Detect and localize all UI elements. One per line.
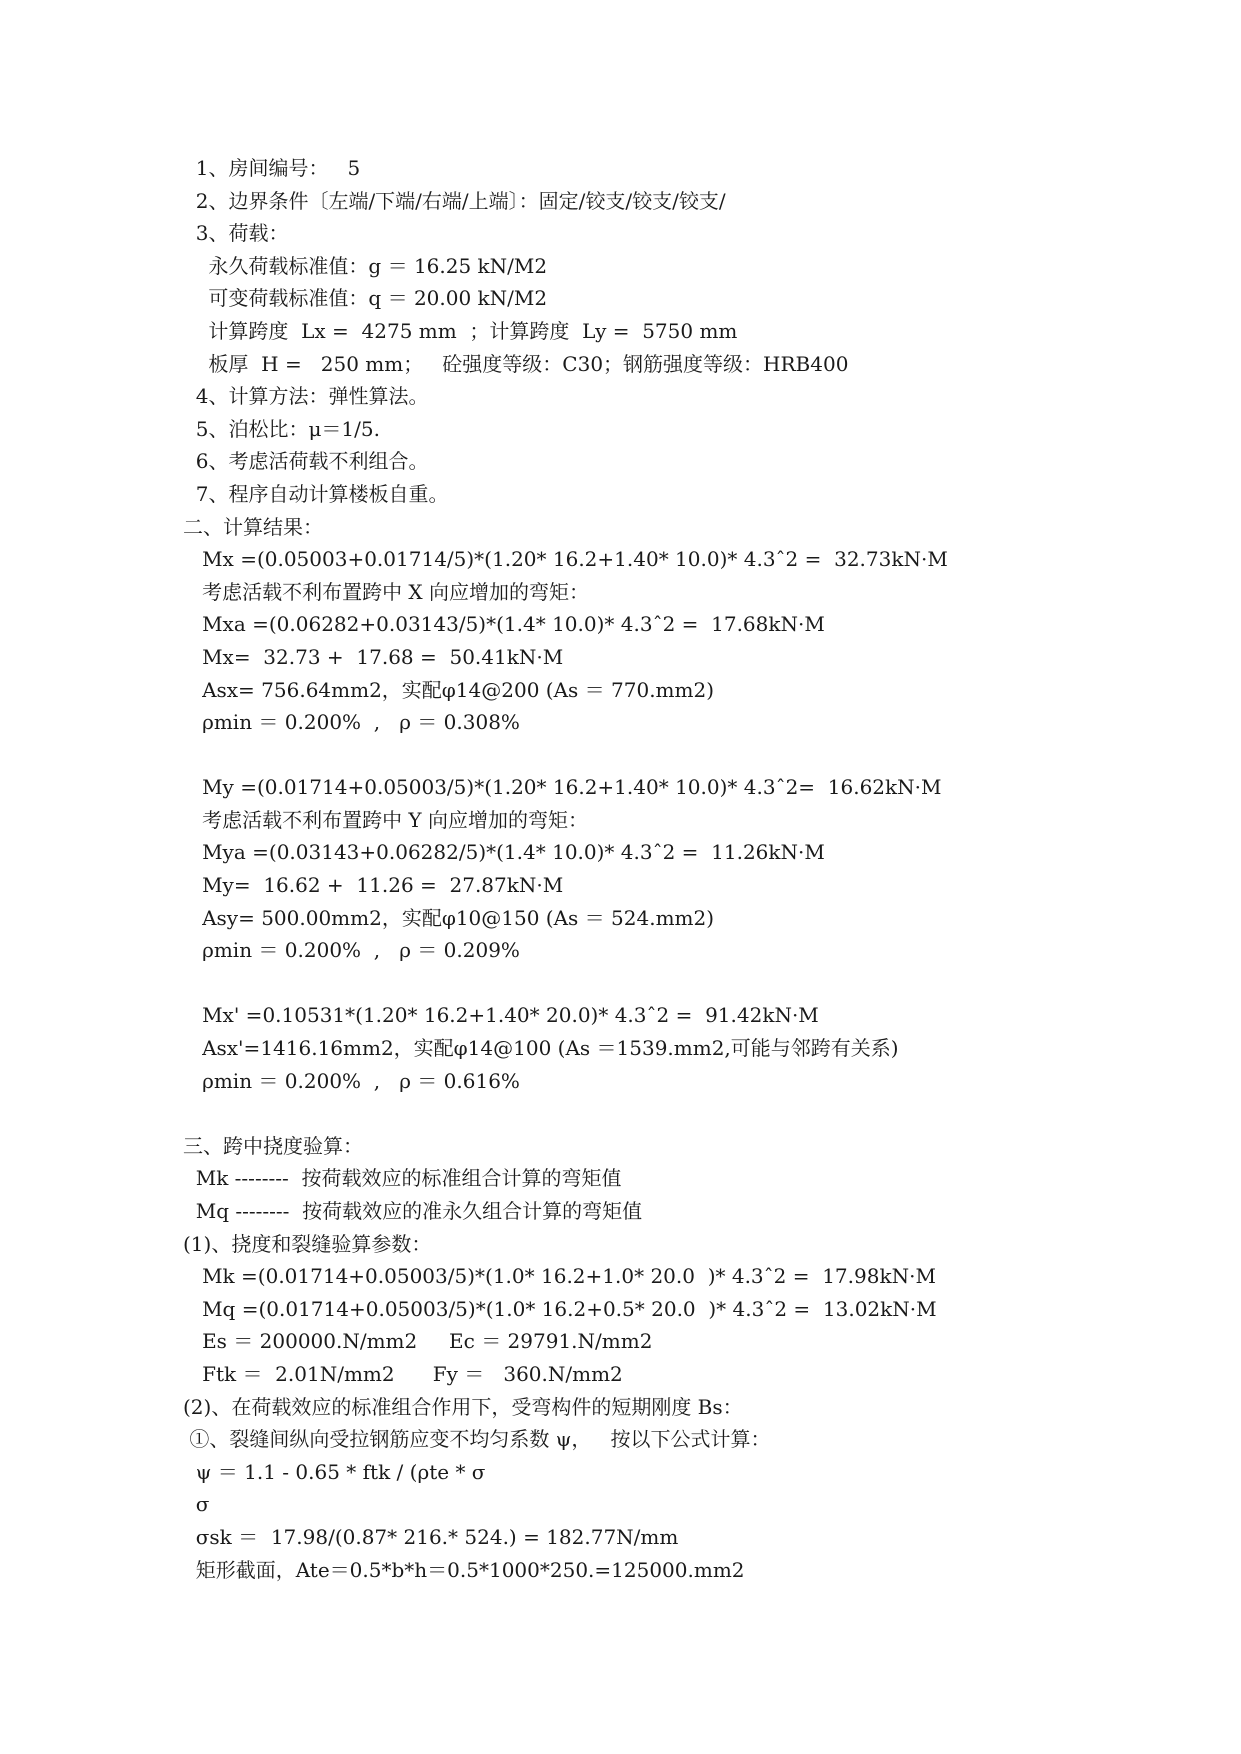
text-line: Asy= 500.00mm2，实配φ10@150 (As ＝ 524.mm2) bbox=[183, 905, 715, 930]
text-line bbox=[183, 739, 1183, 772]
text-line: Mk -------- 按荷载效应的标准组合计算的弯矩值 bbox=[183, 1166, 622, 1191]
text-line: Es ＝ 200000.N/mm2 Ec ＝ 29791.N/mm2 bbox=[183, 1329, 653, 1354]
text-line: 板厚 H = 250 mm； 砼强度等级：C30；钢筋强度等级：HRB400 bbox=[183, 351, 849, 376]
text-line: Mx= 32.73 + 17.68 = 50.41kN·M bbox=[183, 644, 564, 669]
text-line: Mq -------- 按荷载效应的准永久组合计算的弯矩值 bbox=[183, 1199, 643, 1223]
text-line: 4、计算方法：弹性算法。 bbox=[183, 384, 429, 409]
text-line: 5、泊松比：μ＝1/5. bbox=[183, 416, 380, 441]
text-line bbox=[183, 967, 1183, 1000]
text-line: Mx' =0.10531*(1.20* 16.2+1.40* 20.0)* 4.3ˆ2 = 91.42kN·M bbox=[183, 1003, 819, 1028]
text-line: ①、裂缝间纵向受拉钢筋应变不均匀系数 ψ， 按以下公式计算： bbox=[183, 1427, 771, 1452]
text-line: Mya =(0.03143+0.06282/5)*(1.4* 10.0)* 4.3ˆ2 = 11.26kN·M bbox=[183, 840, 825, 865]
text-line: 三、跨中挠度验算： bbox=[183, 1133, 363, 1158]
text-line: My= 16.62 + 11.26 = 27.87kN·M bbox=[183, 873, 564, 898]
text-line: 计算跨度 Lx = 4275 mm ；计算跨度 Ly = 5750 mm bbox=[183, 318, 738, 343]
text-line: Mxa =(0.06282+0.03143/5)*(1.4* 10.0)* 4.3ˆ2 = 17.68kN·M bbox=[183, 612, 825, 637]
text-line: (2)、在荷载效应的标准组合作用下，受弯构件的短期刚度 Bs： bbox=[183, 1394, 743, 1419]
text-line: Asx'=1416.16mm2，实配φ14@100 (As ＝1539.mm2,可能与邻跨有关系) bbox=[183, 1036, 899, 1061]
text-line: 3、荷载： bbox=[183, 221, 289, 246]
text-line: 永久荷载标准值：g ＝ 16.25 kN/M2 bbox=[183, 253, 548, 278]
document-body bbox=[183, 152, 1183, 1586]
text-line: My =(0.01714+0.05003/5)*(1.20* 16.2+1.40* 10.0)* 4.3ˆ2= 16.62kN·M bbox=[183, 775, 942, 800]
text-line: 7、程序自动计算楼板自重。 bbox=[183, 481, 449, 506]
text-line: 2、边界条件〔左端/下端/右端/上端〕：固定/铰支/铰支/铰支/ bbox=[183, 188, 726, 213]
text-line: Ftk ＝ 2.01N/mm2 Fy ＝ 360.N/mm2 bbox=[183, 1361, 623, 1386]
text-line: Mx =(0.05003+0.01714/5)*(1.20* 16.2+1.40* 10.0)* 4.3ˆ2 = 32.73kN·M bbox=[183, 547, 948, 572]
text-line: σ bbox=[183, 1492, 210, 1517]
text-line: ρmin ＝ 0.200% , ρ ＝ 0.209% bbox=[183, 938, 520, 963]
text-line: 矩形截面，Ate＝0.5*b*h＝0.5*1000*250.=125000.mm2 bbox=[183, 1557, 745, 1582]
text-line: 6、考虑活荷载不利组合。 bbox=[183, 449, 429, 474]
text-line: σsk ＝ 17.98/(0.87* 216.* 524.) = 182.77N/mm bbox=[183, 1524, 679, 1549]
text-line: Mq =(0.01714+0.05003/5)*(1.0* 16.2+0.5* 20.0 )* 4.3ˆ2 = 13.02kN·M bbox=[183, 1296, 937, 1321]
text-line: 考虑活载不利布置跨中 Y 向应增加的弯矩： bbox=[183, 807, 588, 832]
text-line: ρmin ＝ 0.200% , ρ ＝ 0.616% bbox=[183, 1068, 520, 1093]
text-line: 考虑活载不利布置跨中 X 向应增加的弯矩： bbox=[183, 579, 590, 604]
text-line bbox=[183, 1097, 1183, 1130]
text-line: (1)、挠度和裂缝验算参数： bbox=[183, 1231, 432, 1256]
text-line: 二、计算结果： bbox=[183, 514, 323, 539]
text-line: Mk =(0.01714+0.05003/5)*(1.0* 16.2+1.0* 20.0 )* 4.3ˆ2 = 17.98kN·M bbox=[183, 1264, 936, 1289]
text-line: ρmin ＝ 0.200% , ρ ＝ 0.308% bbox=[183, 710, 520, 735]
text-line: ψ ＝ 1.1 - 0.65 * ftk / (ρte * σ bbox=[183, 1459, 486, 1484]
text-line: Asx= 756.64mm2，实配φ14@200 (As ＝ 770.mm2) bbox=[183, 677, 715, 702]
text-line: 1、房间编号： 5 bbox=[183, 156, 361, 180]
text-line: 可变荷载标准值：q ＝ 20.00 kN/M2 bbox=[183, 286, 548, 311]
